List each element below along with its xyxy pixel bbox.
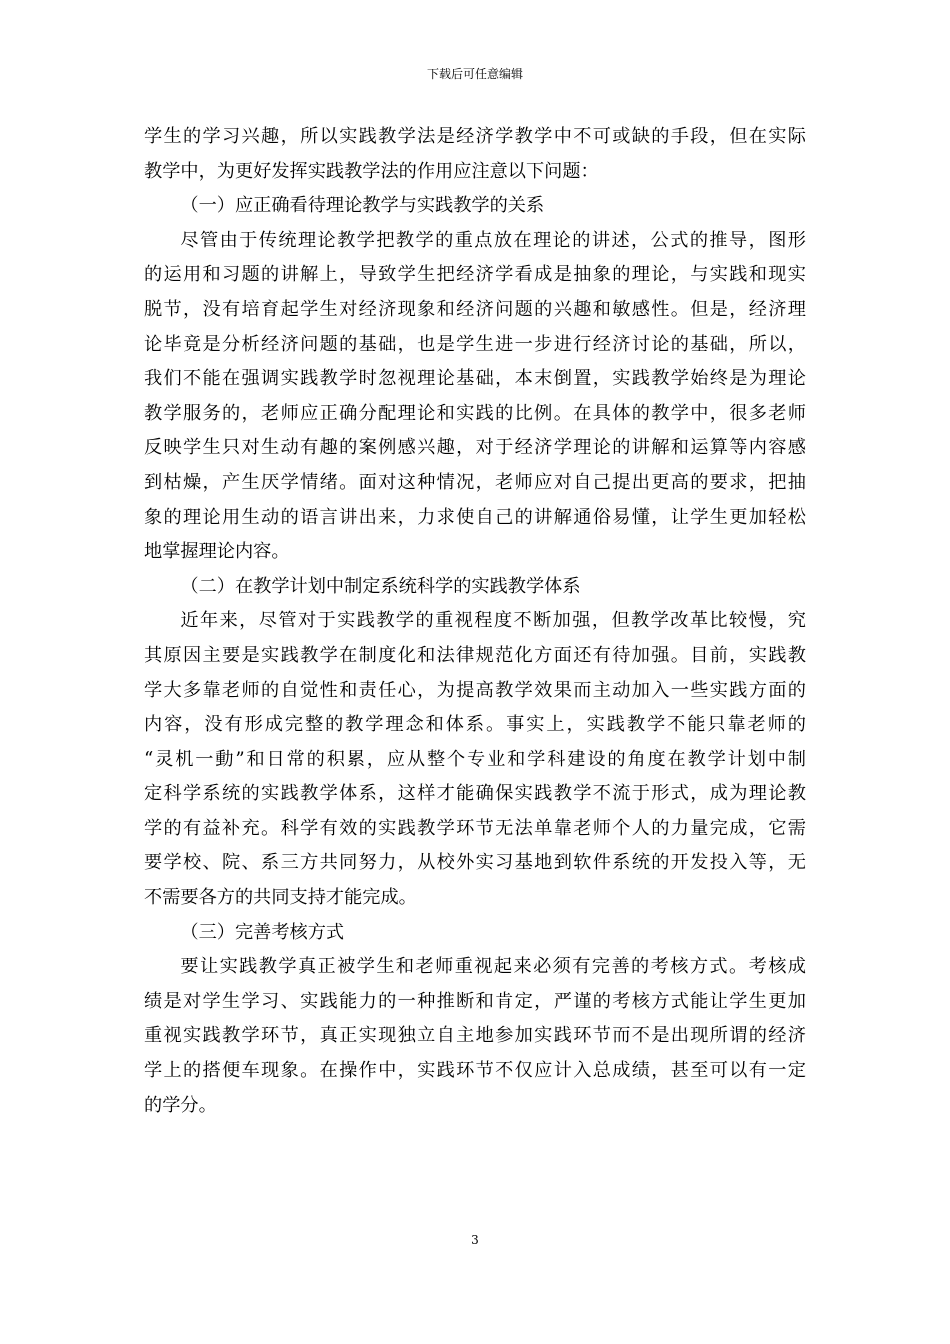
text-line: 要学校、院、系三方共同努力，从校外实习基地到软件系统的开发投入等，无 — [144, 852, 806, 874]
text-line: 的学分。 — [144, 1094, 217, 1116]
paragraph-start-line: 要让实践教学真正被学生和老师重视起来必须有完善的考核方式。考核成 — [180, 956, 806, 978]
text-line: 定科学系统的实践教学体系，这样才能确保实践教学不流于形式，成为理论教 — [144, 783, 806, 805]
text-line: 脱节，没有培育起学生对经济现象和经济问题的兴趣和敏感性。但是，经济理 — [144, 298, 806, 320]
document-body — [144, 120, 806, 1123]
text-line: 论毕竟是分析经济问题的基础，也是学生进一步进行经济讨论的基础，所以， — [144, 333, 806, 355]
text-line: 反映学生只对生动有趣的案例感兴趣，对于经济学理论的讲解和运算等内容感 — [144, 437, 806, 459]
text-line: 地掌握理论内容。 — [144, 541, 290, 563]
text-line: 绩是对学生学习、实践能力的一种推断和肯定，严谨的考核方式能让学生更加 — [144, 990, 806, 1012]
text-line: 不需要各方的共同支持才能完成。 — [144, 887, 417, 909]
text-line: 学生的学习兴趣，所以实践教学法是经济学教学中不可或缺的手段，但在实际 — [144, 126, 806, 147]
text-line: 重视实践教学环节，真正实现独立自主地参加实践环节而不是出现所谓的经济 — [144, 1025, 806, 1047]
paragraph-start-line: 近年来，尽管对于实践教学的重视程度不断加强，但教学改革比较慢，究 — [180, 610, 806, 632]
text-line: 教学服务的，老师应正确分配理论和实践的比例。在具体的教学中，很多老师 — [144, 402, 806, 424]
paragraph-start-line: （二）在教学计划中制定系统科学的实践教学体系 — [180, 575, 581, 597]
text-line: 其原因主要是实践教学在制度化和法律规范化方面还有待加强。目前，实践教 — [144, 644, 806, 666]
paragraph-start-line: （一）应正确看待理论教学与实践教学的关系 — [180, 195, 545, 217]
text-line: 内容，没有形成完整的教学理念和体系。事实上，实践教学不能只靠老师的 — [144, 714, 806, 736]
text-line: 到枯燥，产生厌学情绪。面对这种情况，老师应对自己提出更高的要求，把抽 — [144, 471, 806, 493]
text-line: 学大多靠老师的自觉性和责任心，为提高教学效果而主动加入一些实践方面的 — [144, 679, 806, 701]
page-number: 3 — [471, 1233, 479, 1247]
text-line: 我们不能在强调实践教学时忽视理论基础，本末倒置，实践教学始终是为理论 — [144, 368, 806, 390]
paragraph-start-line: （三）完善考核方式 — [180, 921, 345, 943]
paragraph-start-line: 尽管由于传统理论教学把教学的重点放在理论的讲述，公式的推导，图形 — [180, 229, 806, 251]
text-line: 学上的搭便车现象。在操作中，实践环节不仅应计入总成绩，甚至可以有一定 — [144, 1060, 806, 1082]
text-line: 象的理论用生动的语言讲出来，力求使自己的讲解通俗易懂，让学生更加轻松 — [144, 506, 806, 528]
text-line: “灵机一動”和日常的积累，应从整个专业和学科建设的角度在教学计划中制 — [144, 748, 806, 770]
text-line: 教学中，为更好发挥实践教学法的作用应注意以下问题： — [144, 160, 599, 182]
text-line: 学的有益补充。科学有效的实践教学环节无法单靠老师个人的力量完成，它需 — [144, 817, 806, 839]
page-header: 下载后可任意编辑 — [426, 67, 523, 81]
text-line: 的运用和习题的讲解上，导致学生把经济学看成是抽象的理论，与实践和现实 — [144, 264, 806, 286]
